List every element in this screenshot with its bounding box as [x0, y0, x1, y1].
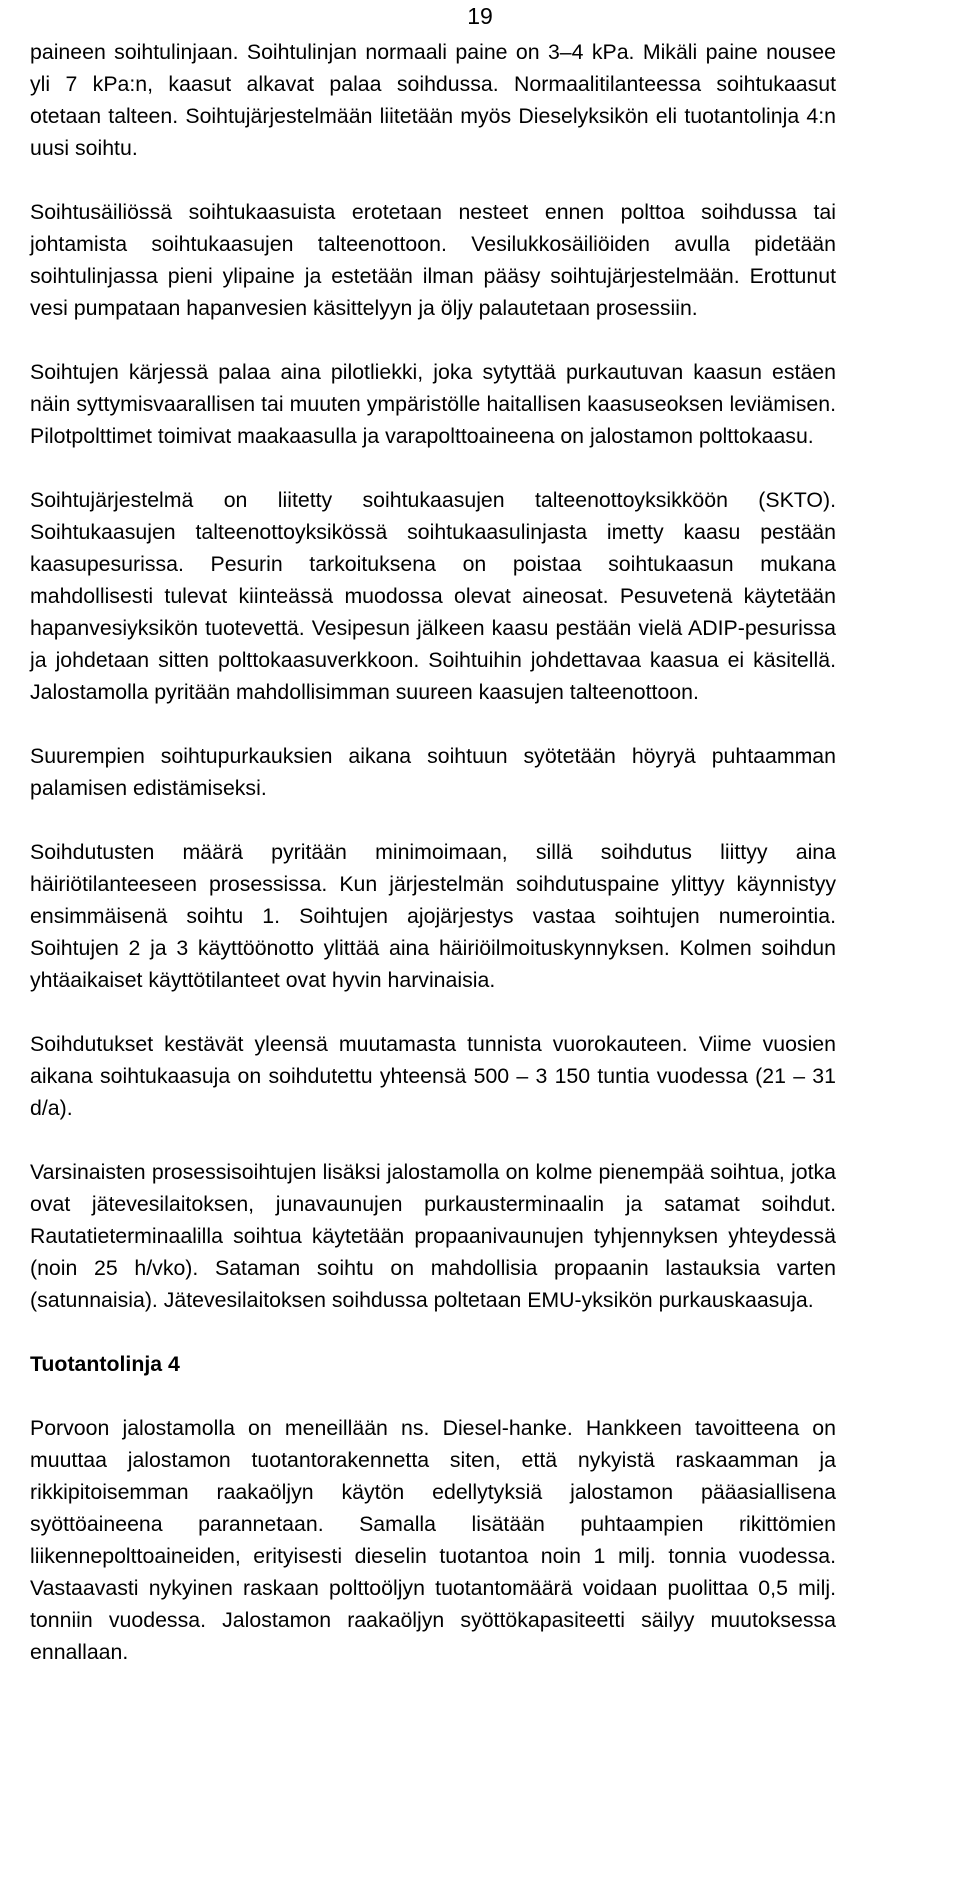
section-heading: Tuotantolinja 4 — [30, 1352, 180, 1376]
paragraph-pilot-flame: Soihtujen kärjessä palaa aina pilotliekki, joka sytyttää purkautuvan kaasun estäen näin syttymisvaarallisen tai muuten ympäristölle haitallisen kaasuseoksen leviämisen. Pilotpolttimet toimivat maakaasulla ja varapolttoaineena on jalostamon polttokaasu. — [30, 360, 836, 448]
paragraph-flaring-duration: Soihdutukset kestävät yleensä muutamasta tunnista vuorokauteen. Viime vuosien aikana soihtukaasuja on soihdutettu yhteensä 500 – 3 150 tuntia vuodessa (21 – 31 d/a). — [30, 1032, 836, 1120]
paragraph-diesel-project: Porvoon jalostamolla on meneillään ns. Diesel-hanke. Hankkeen tavoitteena on muuttaa jalostamon tuotantorakennetta siten, että nykyistä raskaamman ja rikkipitoisemman raakaöljyn käytön edellytyksiä jalostamon pääasiallisena syöttöaineena parannetaan. Samalla lisätään puhtaampien rikittömien liikennepolttoaineiden, erityisesti dieselin tuotantoa noin 1 milj. tonnia vuodessa. Vastaavasti nykyinen raskaan polttoöljyn tuotantomäärä voidaan puolittaa 0,5 milj. tonniin vuodessa. Jalostamon raakaöljyn syöttökapasiteetti säilyy muutoksessa ennallaan. — [30, 1416, 836, 1664]
paragraph-gas-recovery: Soihtujärjestelmä on liitetty soihtukaasujen talteenottoyksikköön (SKTO). Soihtukaasujen talteenottoyksikössä soihtukaasulinjasta imetty kaasu pestään kaasupesurissa. Pesurin tarkoituksena on poistaa soihtukaasun mukana mahdollisesti tulevat kiinteässä muodossa olevat aineosat. Pesuvetenä käytetään hapanvesiyksikön tuotevettä. Vesipesun jälkeen kaasu pestään vielä ADIP-pesurissa ja johdetaan sitten polttokaasuverkkoon. Soihtuihin johdettavaa kaasua ei käsitellä. Jalostamolla pyritään mahdollisimman suureen kaasujen talteenottoon. — [30, 488, 836, 704]
page-number: 19 — [467, 3, 493, 29]
paragraph-smaller-flares: Varsinaisten prosessisoihtujen lisäksi jalostamolla on kolme pienempää soihtua, jotka ovat jätevesilaitoksen, junavaunujen purkausterminaalin ja satamat soihdut. Rautatieterminaalilla soihtua käytetään propaanivaunujen tyhjennyksen yhteydessä (noin 25 h/vko). Sataman soihtu on mahdollisia propaanin lastauksia varten (satunnaisia). Jätevesilaitoksen soihdussa poltetaan EMU-yksikön purkauskaasuja. — [30, 1160, 836, 1312]
paragraph-flare-tank: Soihtusäiliössä soihtukaasuista erotetaan nesteet ennen polttoa soihdussa tai johtamista soihtukaasujen talteenottoon. Vesilukkosäiliöiden avulla pidetään soihtulinjassa pieni ylipaine ja estetään ilman pääsy soihtujärjestelmään. Erottunut vesi pumpataan hapanvesien käsittelyyn ja öljy palautetaan prosessiin. — [30, 200, 836, 320]
paragraph-steam-injection: Suurempien soihtupurkauksien aikana soihtuun syötetään höyryä puhtaamman palamisen edistämiseksi. — [30, 744, 836, 800]
document-body — [30, 36, 836, 1700]
paragraph-flaring-minimization: Soihdutusten määrä pyritään minimoimaan, sillä soihdutus liittyy aina häiriötilanteeseen prosessissa. Kun järjestelmän soihdutuspaine ylittyy käynnistyy ensimmäisenä soihtu 1. Soihtujen ajojärjestys vastaa soihtujen numerointia. Soihtujen 2 ja 3 käyttöönotto ylittää aina häiriöilmoituskynnyksen. Kolmen soihdun yhtäaikaiset käyttötilanteet ovat hyvin harvinaisia. — [30, 840, 836, 992]
paragraph-flare-line-pressure: paineen soihtulinjaan. Soihtulinjan normaali paine on 3–4 kPa. Mikäli paine nousee yli 7 kPa:n, kaasut alkavat palaa soihdussa. Normaalitilanteessa soihtukaasut otetaan talteen. Soihtujärjestelmään liitetään myös Dieselyksikön eli tuotantolinja 4:n uusi soihtu. — [30, 40, 836, 160]
